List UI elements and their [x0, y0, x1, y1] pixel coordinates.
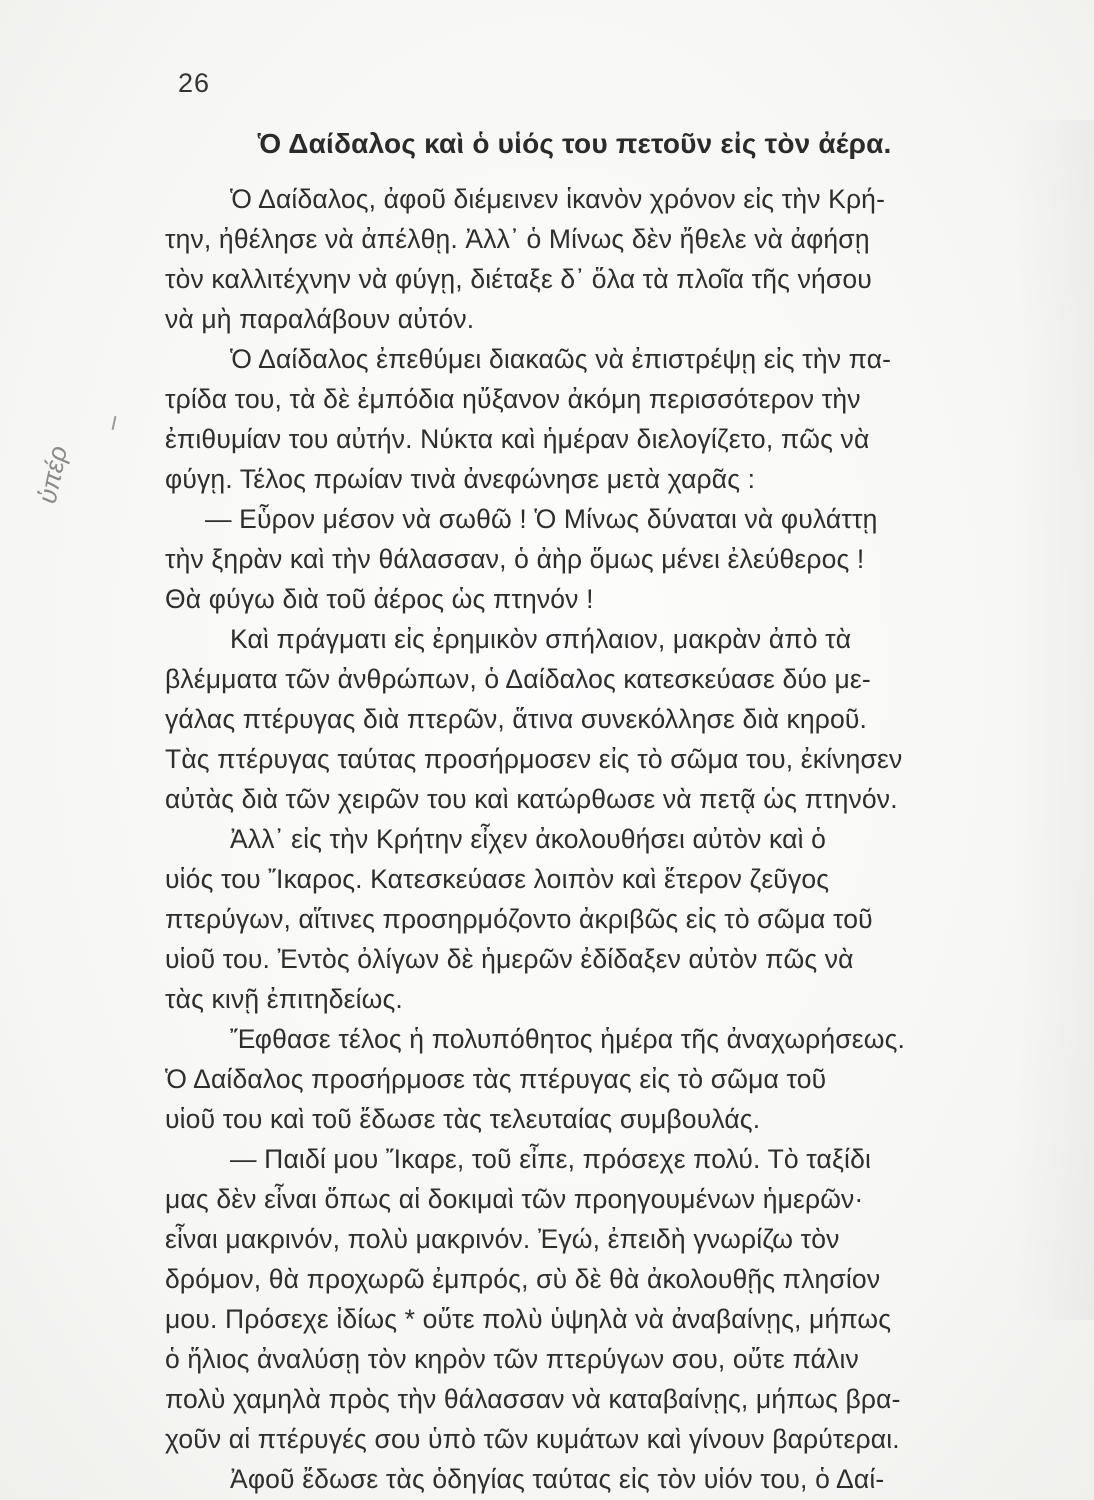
text-line: τὴν ξηρὰν καὶ τὴν θάλασσαν, ὁ ἀὴρ ὅμως μένει ἐλεύθερος ! — [165, 544, 865, 574]
text-line: υἱοῦ του. Ἐντὸς ὀλίγων δὲ ἡμερῶν ἐδίδαξεν αὐτὸν πῶς νὰ — [165, 944, 854, 974]
text-line: πολὺ χαμηλὰ πρὸς τὴν θάλασσαν νὰ καταβαίνῃς, μήπως βρα- — [165, 1384, 901, 1414]
page-number: 26 — [178, 68, 211, 98]
text-line: τρίδα του, τὰ δὲ ἐμπόδια ηὔξανον ἀκόμη περισσότερον τὴν — [165, 384, 861, 414]
text-line: τὰς κινῇ ἐπιτηδείως. — [165, 984, 403, 1014]
text-line: Ὁ Δαίδαλος ἐπεθύμει διακαῶς νὰ ἐπιστρέψῃ εἰς τὴν πα- — [230, 344, 892, 374]
text-line: υἱός του Ἴκαρος. Κατεσκεύασε λοιπὸν καὶ ἕτερον ζεῦγος — [165, 864, 830, 894]
text-line: βλέμματα τῶν ἀνθρώπων, ὁ Δαίδαλος κατεσκεύασε δύο με- — [165, 664, 871, 694]
text-line: πτερύγων, αἵτινες προσηρμόζοντο ἀκριβῶς εἰς τὸ σῶμα τοῦ — [165, 904, 873, 934]
margin-handwritten-note: ὑπέρ — [31, 443, 74, 507]
text-line: ἐπιθυμίαν του αὐτήν. Νύκτα καὶ ἡμέραν διελογίζετο, πῶς νὰ — [165, 424, 870, 454]
text-line: γάλας πτέρυγας διὰ πτερῶν, ἅτινα συνεκόλλησε διὰ κηροῦ. — [165, 704, 868, 734]
text-line: φύγῃ. Τέλος πρωίαν τινὰ ἀνεφώνησε μετὰ χαρᾶς : — [165, 464, 756, 494]
text-line: Θὰ φύγω διὰ τοῦ ἀέρος ὡς πτηνόν ! — [165, 584, 594, 614]
text-line: χοῦν αἱ πτέρυγές σου ὑπὸ τῶν κυμάτων καὶ γίνουν βαρύτεραι. — [165, 1424, 900, 1454]
text-line: εἶναι μακρινόν, πολὺ μακρινόν. Ἐγώ, ἐπειδὴ γνωρίζω τὸν — [165, 1224, 840, 1254]
text-line: Ἀλλ᾽ εἰς τὴν Κρήτην εἶχεν ἀκολουθήσει αὐτὸν καὶ ὁ — [230, 824, 827, 854]
text-line: ὁ ἥλιος ἀναλύσῃ τὸν κηρὸν τῶν πτερύγων σου, οὔτε πάλιν — [165, 1344, 859, 1374]
page-shadow — [1014, 120, 1094, 1320]
text-line: μου. Πρόσεχε ἰδίως * οὔτε πολὺ ὑψηλὰ νὰ ἀναβαίνῃς, μήπως — [165, 1304, 892, 1334]
text-line: δρόμον, θὰ προχωρῶ ἐμπρός, σὺ δὲ θὰ ἀκολουθῇς πλησίον — [165, 1264, 881, 1294]
text-line: υἱοῦ του καὶ τοῦ ἔδωσε τὰς τελευταίας συμβουλάς. — [165, 1104, 761, 1134]
text-line: νὰ μὴ παραλάβουν αὐτόν. — [165, 304, 475, 334]
text-line: μας δὲν εἶναι ὅπως αἱ δοκιμαὶ τῶν προηγουμένων ἡμερῶν· — [165, 1184, 864, 1214]
text-line: — Παιδί μου Ἴκαρε, τοῦ εἶπε, πρόσεχε πολύ. Τὸ ταξίδι — [230, 1144, 872, 1174]
chapter-title: Ὁ Δαίδαλος καὶ ὁ υἱός του πετοῦν εἰς τὸν ἀέρα. — [258, 128, 892, 159]
text-line: — Εὗρον μέσον νὰ σωθῶ ! Ὁ Μίνως δύναται νὰ φυλάττῃ — [205, 504, 878, 534]
text-line: Ὁ Δαίδαλος, ἀφοῦ διέμεινεν ἱκανὸν χρόνον εἰς τὴν Κρή- — [230, 184, 886, 214]
text-line: Τὰς πτέρυγας ταύτας προσήρμοσεν εἰς τὸ σῶμα του, ἐκίνησεν — [165, 744, 903, 774]
text-line: την, ἠθέλησε νὰ ἀπέλθῃ. Ἀλλ᾽ ὁ Μίνως δὲν ἤθελε νὰ ἀφήσῃ — [165, 224, 870, 254]
text-line: Ἔφθασε τέλος ἡ πολυπόθητος ἡμέρα τῆς ἀναχωρήσεως. — [230, 1024, 906, 1054]
text-line: αὐτὰς διὰ τῶν χειρῶν του καὶ κατώρθωσε νὰ πετᾷ ὡς πτηνόν. — [165, 784, 898, 814]
text-line: Καὶ πράγματι εἰς ἐρημικὸν σπήλαιον, μακρὰν ἀπὸ τὰ — [230, 624, 852, 654]
text-line: τὸν καλλιτέχνην νὰ φύγῃ, διέταξε δ᾽ ὅλα τὰ πλοῖα τῆς νήσου — [165, 264, 872, 294]
margin-mark — [112, 416, 117, 430]
text-line: Ἀφοῦ ἔδωσε τὰς ὁδηγίας ταύτας εἰς τὸν υἱόν του, ὁ Δαί- — [230, 1464, 885, 1494]
text-line: Ὁ Δαίδαλος προσήρμοσε τὰς πτέρυγας εἰς τὸ σῶμα τοῦ — [165, 1064, 827, 1094]
